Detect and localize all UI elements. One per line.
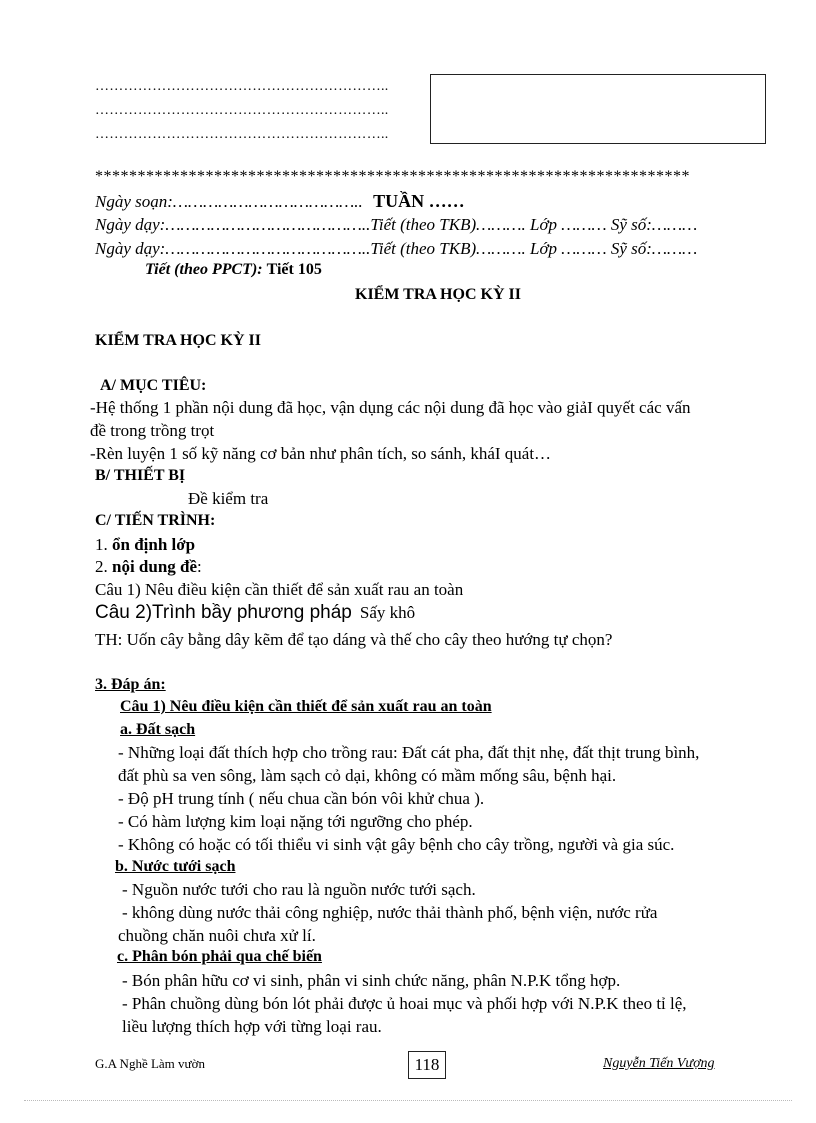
section-c-item-2-num: 2. <box>95 557 112 576</box>
header-dot-line-2: …………………………………………………….. <box>95 103 389 118</box>
section-c-item-2-text: nội dung đề <box>112 557 198 576</box>
question-2-text: Câu 2)Trình bầy phương pháp <box>95 602 352 623</box>
ngay-day-2-class: Tiết (theo TKB)………. Lớp ……… Sỹ số:……… <box>370 239 698 258</box>
question-2 <box>95 602 415 624</box>
ngay-day-line-2 <box>95 239 697 259</box>
left-title: KIỂM TRA HỌC KỲ II <box>95 332 261 349</box>
answer-a-heading: a. Đất sạch <box>120 721 196 738</box>
section-c-item-2 <box>95 557 202 577</box>
section-c-item-1-text: ổn định lớp <box>112 535 196 554</box>
tiet-ppct-value: Tiết 105 <box>266 261 322 278</box>
answer-q1-heading: Câu 1) Nêu điều kiện cần thiết để sản xuất rau an toàn <box>120 698 492 715</box>
section-c-item-1 <box>95 535 195 555</box>
answer-b-line-2b: chuồng chăn nuôi chưa xử lí. <box>118 926 316 945</box>
section-c-item-2-colon: : <box>197 557 202 576</box>
header-dot-line-1: …………………………………………………….. <box>95 79 389 94</box>
answer-a-line-1: - Những loại đất thích hợp cho trồng rau: Đất cát pha, đất thịt nhẹ, đất thịt trung bình, <box>118 743 700 762</box>
answer-c-line-2: - Phân chuồng dùng bón lót phải được ủ hoai mục và phối hợp với N.P.K theo tỉ lệ, <box>122 994 687 1013</box>
answer-a-line-2: - Độ pH trung tính ( nếu chua cần bón vôi khử chua ). <box>118 789 485 808</box>
answer-b-line-1: - Nguồn nước tưới cho rau là nguồn nước tưới sạch. <box>122 880 476 899</box>
section-a-line-3: -Rèn luyện 1 số kỹ năng cơ bản như phân tích, so sánh, kháI quát… <box>90 444 552 463</box>
page-number: 118 <box>408 1051 446 1079</box>
answers-heading: 3. Đáp án: <box>95 676 166 693</box>
ngay-day-1-date: Ngày dạy:………………………………….. <box>95 215 371 234</box>
section-c-item-1-num: 1. <box>95 535 112 554</box>
question-1: Câu 1) Nêu điều kiện cần thiết để sản xuất rau an toàn <box>95 580 464 599</box>
answer-c-line-2b: liều lượng thích hợp với từng loại rau. <box>122 1017 382 1036</box>
header-dot-line-3: …………………………………………………….. <box>95 127 389 142</box>
center-title: KIỂM TRA HỌC KỲ II <box>355 286 521 303</box>
ngay-day-line-1 <box>95 215 697 235</box>
practice-question: TH: Uốn cây bằng dây kẽm để tạo dáng và thế cho cây theo hướng tự chọn? <box>95 630 613 649</box>
section-a-line-2: đề trong trồng trọt <box>90 421 215 440</box>
answer-a-line-3: - Có hàm lượng kim loại nặng tới ngưỡng cho phép. <box>118 812 473 831</box>
bottom-divider <box>24 1100 792 1101</box>
ngay-soan: Ngày soạn:……………………………….. <box>95 192 363 211</box>
question-2-method: Sấy khô <box>359 603 416 622</box>
ngay-day-1-class: Tiết (theo TKB)………. Lớp ……… Sỹ số:……… <box>370 215 698 234</box>
answer-b-line-2: - không dùng nước thải công nghiệp, nước thải thành phố, bệnh viện, nước rửa <box>122 903 658 922</box>
section-a-heading: A/ MỤC TIÊU: <box>100 377 207 394</box>
tuan: TUẦN …… <box>373 191 465 211</box>
section-a-line-1: -Hệ thống 1 phần nội dung đã học, vận dụng các nội dung đã học vào giảI quyết các vấn <box>90 398 691 417</box>
answer-b-heading: b. Nước tưới sạch <box>115 858 236 875</box>
footer-left: G.A Nghề Làm vườn <box>95 1056 205 1071</box>
header-box <box>430 74 766 144</box>
footer-author: Nguyễn Tiến Vượng <box>603 1056 715 1071</box>
answer-a-line-1b: đất phù sa ven sông, làm sạch cỏ dại, không có mầm mống sâu, bệnh hại. <box>118 766 617 785</box>
section-c-heading: C/ TIẾN TRÌNH: <box>95 512 216 529</box>
section-b-heading: B/ THIẾT BỊ <box>95 467 186 484</box>
answer-a-line-4: - Không có hoặc có tối thiểu vi sinh vật gây bệnh cho cây trồng, người và gia súc. <box>118 835 675 854</box>
answer-c-heading: c. Phân bón phải qua chế biến <box>117 948 322 965</box>
ngay-day-2-date: Ngày dạy:………………………………….. <box>95 239 371 258</box>
ngay-soan-line <box>95 191 465 212</box>
answer-c-line-1: - Bón phân hữu cơ vi sinh, phân vi sinh chức năng, phân N.P.K tổng hợp. <box>122 971 621 990</box>
tiet-ppct-line <box>145 261 322 279</box>
tiet-ppct-label: Tiết (theo PPCT): <box>145 261 263 278</box>
star-separator: ********************************************************************** <box>95 168 690 185</box>
section-b-line-1: Đề kiểm tra <box>188 489 269 508</box>
